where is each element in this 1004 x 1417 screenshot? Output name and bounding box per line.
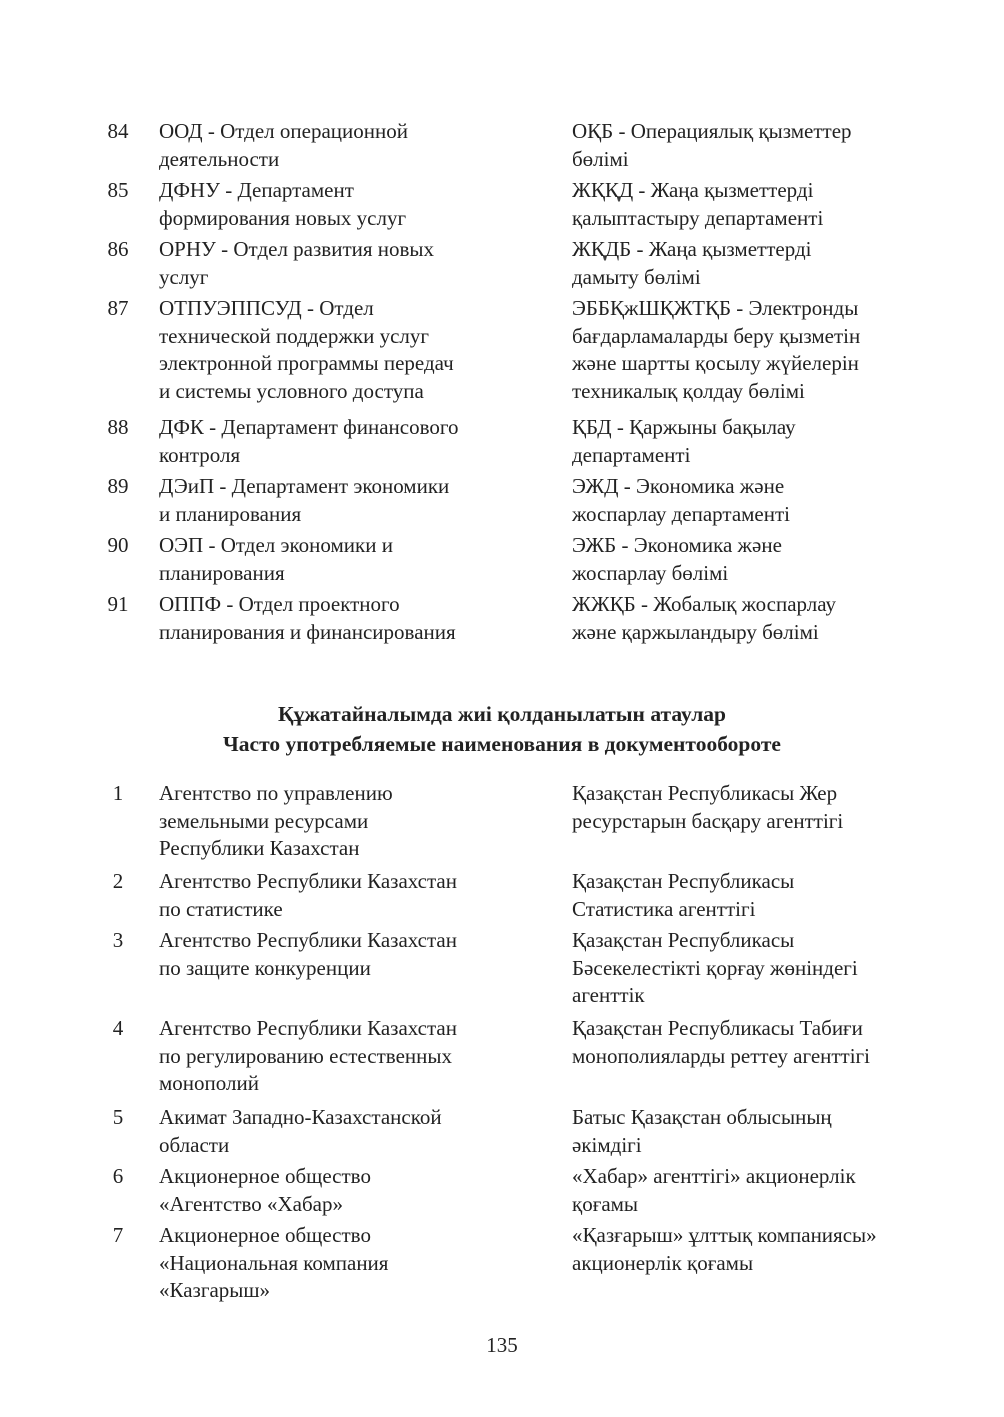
russian-term: ОТПУЭППСУД - Отдел технической поддержки услуг электронной программы передач и системы условного доступа xyxy=(159,296,454,403)
kazakh-term: ЖЖҚБ - Жобалық жоспарлау және қаржыландыру бөлімі xyxy=(572,592,837,644)
section-heading-russian: Часто употребляемые наименования в документообороте xyxy=(223,732,781,756)
row-number: 85 xyxy=(107,178,129,202)
row-number: 87 xyxy=(107,296,129,320)
russian-term: ОППФ - Отдел проектного планирования и финансирования xyxy=(159,592,456,644)
russian-term: ДЭиП - Департамент экономики и планирования xyxy=(159,474,450,526)
russian-term: Агентство Республики Казахстан по защите конкуренции xyxy=(159,928,457,980)
kazakh-term: Қазақстан Республикасы Статистика агенттігі xyxy=(572,869,795,921)
row-number: 86 xyxy=(107,237,129,261)
kazakh-term: ЭЖД - Экономика және жоспарлау департаменті xyxy=(572,474,790,526)
kazakh-term: ЭББҚжШҚЖТҚБ - Электронды бағдарламаларды беру қызметін және шартты қосылу жүйелерін техникалық қолдау бөлімі xyxy=(572,296,861,403)
russian-term: Агентство по управлению земельными ресурсами Республики Казахстан xyxy=(159,781,393,860)
kazakh-term: Қазақстан Республикасы Жер ресурстарын басқару агенттігі xyxy=(572,781,844,833)
russian-term: ООД - Отдел операционной деятельности xyxy=(159,119,408,171)
row-number: 7 xyxy=(112,1223,124,1247)
kazakh-term: Батыс Қазақстан облысының әкімдігі xyxy=(572,1105,832,1157)
kazakh-term: «Хабар» агенттігі» акционерлік қоғамы xyxy=(572,1164,856,1216)
russian-term: Агентство Республики Казахстан по статистике xyxy=(159,869,457,921)
kazakh-term: ЭЖБ - Экономика және жоспарлау бөлімі xyxy=(572,533,782,585)
page-number: 135 xyxy=(486,1333,518,1357)
kazakh-term: ЖҚҚД - Жаңа қызметтерді қалыптастыру департаменті xyxy=(572,178,824,230)
row-number: 88 xyxy=(107,415,129,439)
row-number: 1 xyxy=(112,781,124,805)
russian-term: Агентство Республики Казахстан по регулированию естественных монополий xyxy=(159,1016,457,1095)
russian-term: ДФК - Департамент финансового контроля xyxy=(159,415,459,467)
kazakh-term: Қазақстан Республикасы Бәсекелестікті қорғау жөніндегі агенттік xyxy=(572,928,858,1007)
kazakh-term: Қазақстан Республикасы Табиғи монополияларды реттеу агенттігі xyxy=(572,1016,871,1068)
russian-term: ОЭП - Отдел экономики и планирования xyxy=(159,533,393,585)
row-number: 3 xyxy=(112,928,124,952)
kazakh-term: «Қазғарыш» ұлттық компаниясы» акционерлік қоғамы xyxy=(572,1223,877,1275)
russian-term: Акционерное общество «Национальная компания «Казгарыш» xyxy=(159,1223,389,1302)
row-number: 5 xyxy=(112,1105,124,1129)
russian-term: Акционерное общество «Агентство «Хабар» xyxy=(159,1164,371,1216)
row-number: 90 xyxy=(107,533,129,557)
kazakh-term: ОҚБ - Операциялық қызметтер бөлімі xyxy=(572,119,852,171)
row-number: 4 xyxy=(112,1016,124,1040)
row-number: 6 xyxy=(112,1164,124,1188)
russian-term: Акимат Западно-Казахстанской области xyxy=(159,1105,442,1157)
russian-term: ОРНУ - Отдел развития новых услуг xyxy=(159,237,435,289)
russian-term: ДФНУ - Департамент формирования новых услуг xyxy=(159,178,407,230)
row-number: 91 xyxy=(107,592,129,616)
row-number: 89 xyxy=(107,474,129,498)
kazakh-term: ЖҚДБ - Жаңа қызметтерді дамыту бөлімі xyxy=(572,237,812,289)
kazakh-term: ҚБД - Қаржыны бақылау департаменті xyxy=(572,415,796,467)
section-heading-kazakh: Құжатайналымда жиі қолданылатын атаулар xyxy=(278,702,726,726)
row-number: 2 xyxy=(112,869,124,893)
row-number: 84 xyxy=(107,119,129,143)
